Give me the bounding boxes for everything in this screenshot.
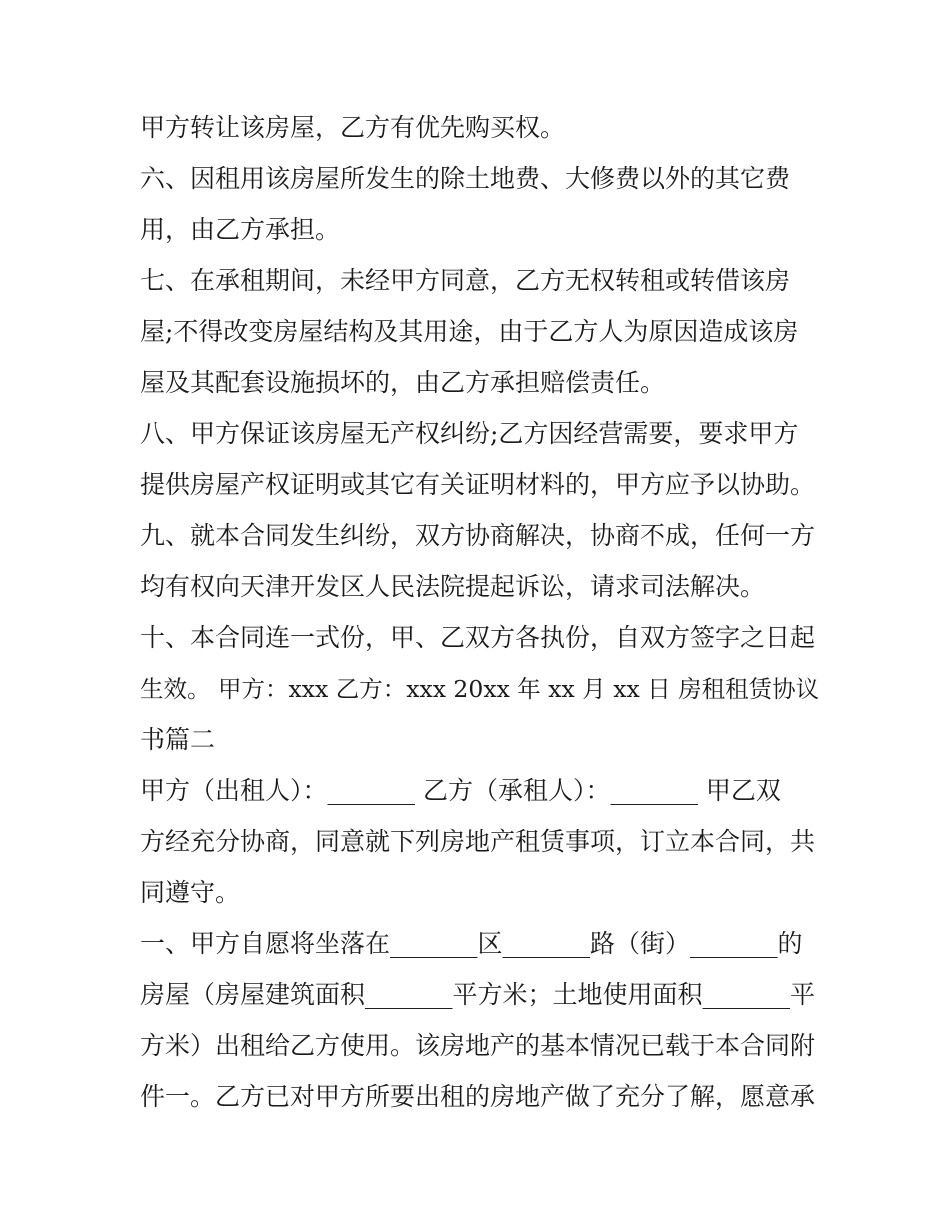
text-line: 书篇二 <box>140 725 216 754</box>
text-line: 八、甲方保证该房屋无产权纠纷;乙方因经营需要，要求甲方 <box>140 419 799 448</box>
text-line: 七、在承租期间，未经甲方同意，乙方无权转租或转借该房 <box>140 266 791 295</box>
text-line: 六、因租用该房屋所发生的除土地费、大修费以外的其它费 <box>140 164 791 193</box>
text-line: 生效。 甲方：xxx 乙方：xxx 20xx 年 xx 月 xx 日 房租租赁协议 <box>140 675 820 703</box>
text-line: 十、本合同连一式份，甲、乙双方各执份，自双方签字之日起 <box>140 623 816 652</box>
text-line: 方经充分协商，同意就下列房地产租赁事项，订立本合同，共 <box>140 827 816 856</box>
text-line: 提供房屋产权证明或其它有关证明材料的，甲方应予以协助。 <box>140 470 816 499</box>
text-line: 九、就本合同发生纠纷，双方协商解决，协商不成，任何一方 <box>140 521 816 550</box>
text-line: 屋及其配套设施损坏的，由乙方承担赔偿责任。 <box>140 368 666 397</box>
text-line: 均有权向天津开发区人民法院提起诉讼，请求司法解决。 <box>140 572 766 601</box>
text-line: 甲方（出租人）：_______ 乙方（承租人）：_______ 甲乙双 <box>140 776 781 805</box>
text-line: 房屋（房屋建筑面积_______平方米；土地使用面积_______平 <box>140 980 816 1009</box>
text-line: 一、甲方自愿将坐落在_______区_______路（街）_______的 <box>140 929 803 958</box>
text-line: 件一。乙方已对甲方所要出租的房地产做了充分了解，愿意承 <box>140 1082 816 1111</box>
text-line: 同遵守。 <box>140 878 241 907</box>
text-line: 方米）出租给乙方使用。该房地产的基本情况已载于本合同附 <box>140 1031 816 1060</box>
text-line: 用，由乙方承担。 <box>140 215 341 244</box>
text-line: 甲方转让该房屋，乙方有优先购买权。 <box>140 113 566 142</box>
text-line: 屋;不得改变房屋结构及其用途，由于乙方人为原因造成该房 <box>140 317 799 346</box>
